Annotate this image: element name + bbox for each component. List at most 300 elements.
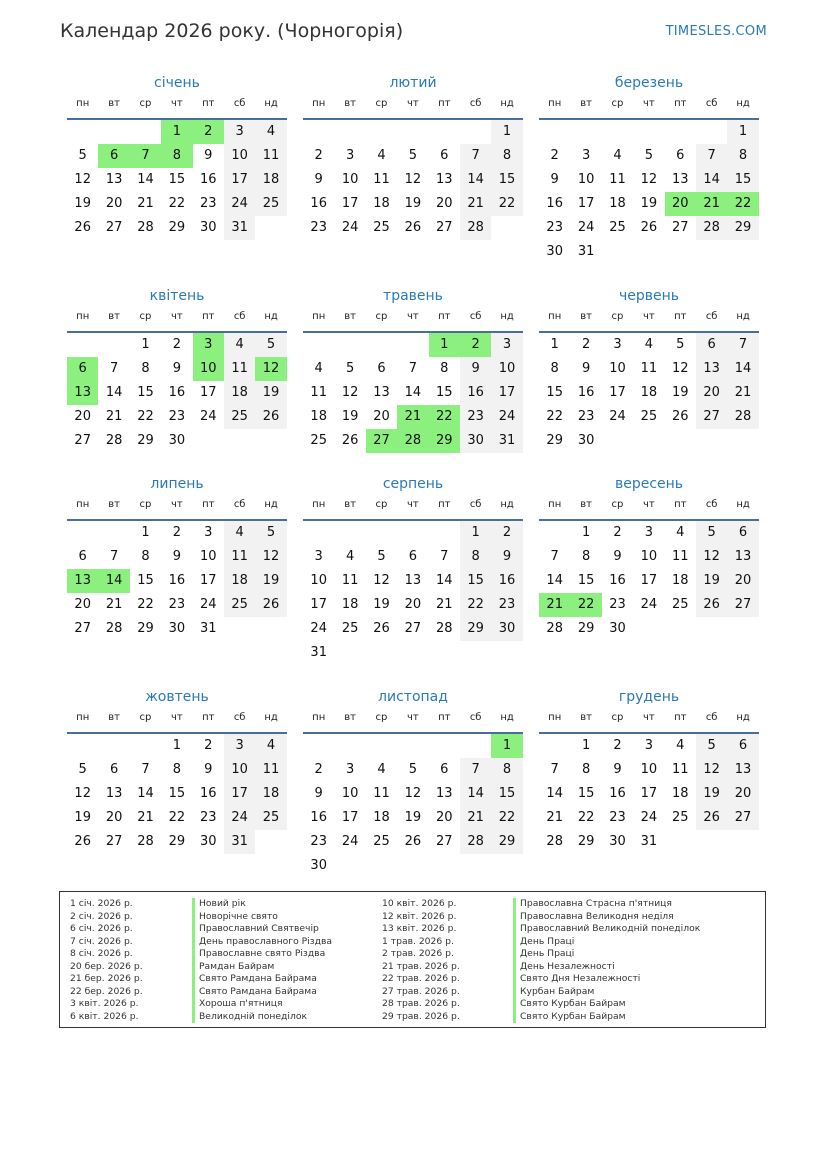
day-cell: 13 (435, 786, 453, 801)
weekday-label: нд (500, 712, 514, 723)
day-cell: 21 (105, 597, 123, 612)
day-cell: 17 (577, 196, 595, 211)
day-cell: 12 (255, 545, 286, 569)
day-cell: 23 (460, 405, 491, 429)
day-cell: 10 (609, 361, 626, 376)
day-cell: 11 (640, 361, 658, 376)
day-cell: 5 (78, 148, 87, 163)
weekday-label: чт (643, 712, 655, 723)
weekday-label: ср (139, 712, 152, 723)
day-grid (303, 734, 523, 878)
day-cell: 29 (460, 617, 491, 641)
empty-cell (334, 120, 365, 144)
day-cell: 14 (460, 168, 491, 192)
day-cell: 6 (109, 762, 119, 777)
day-cell: 26 (255, 593, 286, 617)
weekday-label: пн (76, 98, 90, 109)
month-block (303, 285, 523, 453)
day-cell: 24 (224, 192, 255, 216)
day-cell: 16 (609, 786, 626, 801)
day-cell: 17 (224, 782, 255, 806)
day-cell: 13 (435, 172, 453, 187)
day-cell: 21 (137, 196, 154, 211)
day-cell: 12 (696, 545, 727, 569)
day-cell: 31 (491, 429, 522, 453)
empty-cell (366, 333, 397, 357)
day-cell: 31 (310, 645, 327, 660)
weekday-label: сб (469, 499, 482, 510)
day-cell: 22 (168, 810, 186, 825)
site-logo-link[interactable]: TIMESLES.COM (665, 24, 767, 39)
day-cell: 26 (404, 220, 422, 235)
day-cell: 22 (168, 196, 186, 211)
day-cell: 24 (577, 220, 595, 235)
day-cell: 21 (460, 192, 491, 216)
day-cell: 30 (577, 433, 595, 448)
weekday-label: вт (580, 499, 592, 510)
day-cell: 7 (109, 361, 119, 376)
day-cell: 17 (640, 786, 658, 801)
day-cell: 16 (168, 573, 186, 588)
holiday-day-cell: 21 (539, 593, 570, 617)
day-cell: 3 (224, 734, 255, 758)
day-cell: 24 (310, 621, 327, 636)
weekday-label: ср (611, 712, 624, 723)
holiday-day-cell: 2 (193, 120, 224, 144)
day-cell: 15 (137, 385, 154, 400)
weekday-label: сб (233, 499, 246, 510)
day-cell: 23 (199, 810, 217, 825)
holiday-day-cell: 13 (67, 381, 98, 405)
day-cell: 13 (105, 786, 123, 801)
day-cell: 14 (435, 573, 453, 588)
day-cell: 7 (141, 762, 150, 777)
day-cell: 14 (546, 573, 563, 588)
weekday-label: сб (233, 311, 246, 322)
day-cell: 18 (341, 597, 359, 612)
day-cell: 26 (696, 593, 727, 617)
day-cell: 28 (727, 405, 758, 429)
day-cell: 6 (440, 148, 449, 163)
day-cell: 7 (408, 361, 417, 376)
weekday-label: пт (674, 311, 687, 322)
day-cell: 22 (546, 409, 563, 424)
day-cell: 2 (314, 762, 323, 777)
weekday-header (67, 307, 287, 333)
day-cell: 10 (341, 172, 359, 187)
day-cell: 5 (78, 762, 87, 777)
weekday-label: нд (500, 499, 514, 510)
day-cell: 15 (137, 573, 154, 588)
day-cell: 4 (224, 333, 255, 357)
day-cell: 9 (491, 545, 522, 569)
legend-holiday-name: День Праці (513, 936, 700, 949)
day-cell: 28 (460, 830, 491, 854)
day-cell: 17 (341, 810, 359, 825)
day-cell: 11 (341, 573, 359, 588)
day-cell: 2 (204, 738, 213, 753)
day-cell: 10 (640, 549, 658, 564)
day-cell: 1 (581, 525, 591, 540)
day-cell: 5 (676, 337, 685, 352)
day-cell: 19 (74, 810, 91, 825)
day-cell: 16 (546, 196, 563, 211)
weekday-header (303, 708, 523, 734)
day-cell: 2 (613, 525, 622, 540)
day-cell: 13 (727, 545, 758, 569)
weekday-label: сб (469, 712, 482, 723)
day-cell: 20 (435, 810, 453, 825)
weekday-label: вт (108, 98, 120, 109)
day-cell: 18 (224, 381, 255, 405)
day-cell: 24 (224, 806, 255, 830)
empty-cell (334, 521, 365, 545)
day-cell: 31 (224, 830, 255, 854)
day-cell: 24 (199, 409, 217, 424)
day-cell: 3 (581, 148, 591, 163)
day-cell: 24 (640, 810, 658, 825)
weekday-label: ср (139, 98, 152, 109)
weekday-label: пт (202, 311, 215, 322)
day-cell: 29 (577, 834, 595, 849)
empty-cell (539, 120, 570, 144)
weekday-label: вт (580, 98, 592, 109)
day-cell: 15 (491, 782, 522, 806)
day-cell: 13 (373, 385, 390, 400)
day-cell: 11 (671, 762, 689, 777)
month-block (67, 72, 287, 240)
legend-date: 6 квіт. 2026 р. (70, 1010, 139, 1022)
day-cell: 30 (609, 834, 626, 849)
day-cell: 26 (341, 433, 359, 448)
day-cell: 20 (74, 409, 91, 424)
day-cell: 17 (199, 573, 217, 588)
day-cell: 12 (696, 758, 727, 782)
day-cell: 22 (137, 409, 154, 424)
weekday-label: чт (407, 98, 419, 109)
day-cell: 8 (550, 361, 559, 376)
day-cell: 4 (676, 738, 685, 753)
day-cell: 10 (224, 758, 255, 782)
day-cell: 5 (696, 734, 727, 758)
day-cell: 6 (696, 333, 727, 357)
weekday-label: сб (233, 712, 246, 723)
weekday-label: вт (344, 712, 356, 723)
day-cell: 9 (550, 172, 559, 187)
legend-holiday-name: Православний Святвечір (192, 923, 332, 936)
day-cell: 26 (696, 806, 727, 830)
day-cell: 28 (137, 220, 154, 235)
day-cell: 6 (408, 549, 417, 564)
day-cell: 29 (137, 433, 154, 448)
day-cell: 4 (255, 120, 286, 144)
legend-holiday-name: Свято Рамдана Байрама (192, 973, 332, 986)
day-cell: 18 (310, 409, 327, 424)
day-cell: 26 (74, 834, 91, 849)
day-cell: 21 (727, 381, 758, 405)
day-cell: 28 (137, 834, 154, 849)
holiday-day-cell: 13 (67, 569, 98, 593)
day-cell: 14 (404, 385, 422, 400)
day-grid (67, 734, 287, 854)
day-cell: 9 (172, 361, 181, 376)
day-cell: 20 (105, 196, 123, 211)
weekday-label: сб (469, 311, 482, 322)
empty-cell (429, 734, 460, 758)
day-cell: 23 (609, 597, 626, 612)
day-cell: 14 (696, 168, 727, 192)
legend-date: 21 трав. 2026 р. (382, 960, 460, 972)
holiday-day-cell: 29 (429, 429, 460, 453)
legend-holiday-name: День Праці (513, 948, 700, 961)
day-cell: 29 (491, 830, 522, 854)
day-cell: 28 (546, 834, 563, 849)
month-name: травень (383, 288, 443, 304)
day-cell: 18 (255, 782, 286, 806)
day-cell: 27 (105, 220, 123, 235)
day-cell: 12 (404, 786, 422, 801)
day-cell: 18 (255, 168, 286, 192)
day-cell: 17 (491, 381, 522, 405)
day-cell: 23 (609, 810, 626, 825)
day-cell: 9 (613, 762, 622, 777)
day-cell: 23 (491, 593, 522, 617)
empty-cell (366, 521, 397, 545)
day-cell: 10 (491, 357, 522, 381)
weekday-label: сб (469, 98, 482, 109)
day-cell: 1 (141, 525, 150, 540)
legend-date: 8 січ. 2026 р. (70, 948, 133, 959)
day-cell: 15 (577, 573, 595, 588)
day-cell: 17 (341, 196, 359, 211)
holiday-day-cell: 1 (429, 333, 460, 357)
empty-cell (539, 734, 570, 758)
day-cell: 12 (74, 786, 91, 801)
legend-holiday-name: Новорічне свято (192, 911, 332, 924)
day-cell: 8 (581, 762, 591, 777)
day-cell: 21 (546, 810, 563, 825)
day-cell: 26 (671, 409, 689, 424)
empty-cell (429, 120, 460, 144)
day-cell: 16 (577, 385, 595, 400)
month-block (539, 473, 759, 641)
legend-holiday-name: День Незалежності (513, 961, 700, 974)
day-cell: 24 (199, 597, 217, 612)
weekday-label: пн (548, 311, 562, 322)
weekday-label: ср (375, 98, 388, 109)
day-cell: 16 (460, 381, 491, 405)
day-cell: 14 (137, 786, 154, 801)
day-cell: 16 (310, 810, 327, 825)
day-cell: 15 (168, 786, 186, 801)
weekday-label: ср (139, 499, 152, 510)
day-cell: 6 (727, 734, 758, 758)
day-cell: 4 (314, 361, 323, 376)
day-cell: 18 (224, 569, 255, 593)
weekday-label: чт (171, 712, 183, 723)
weekday-label: пт (438, 311, 451, 322)
weekday-label: ср (611, 98, 624, 109)
day-cell: 21 (137, 810, 154, 825)
legend-date: 1 січ. 2026 р. (70, 898, 133, 909)
day-cell: 8 (727, 144, 758, 168)
day-cell: 10 (310, 573, 327, 588)
day-cell: 31 (640, 834, 658, 849)
day-cell: 4 (676, 525, 685, 540)
day-cell: 27 (105, 834, 123, 849)
day-cell: 9 (314, 172, 323, 187)
weekday-label: пт (438, 499, 451, 510)
holiday-day-cell: 10 (193, 357, 224, 381)
day-cell: 29 (546, 433, 563, 448)
weekday-label: сб (233, 98, 246, 109)
weekday-label: чт (171, 311, 183, 322)
day-cell: 27 (74, 433, 91, 448)
day-cell: 22 (491, 192, 522, 216)
weekday-label: сб (705, 98, 718, 109)
legend-holiday-name: Православне свято Різдва (192, 948, 332, 961)
weekday-label: вт (108, 311, 120, 322)
day-cell: 7 (460, 758, 491, 782)
month-name: вересень (614, 476, 684, 492)
day-cell: 27 (74, 621, 91, 636)
page-title: Календар 2026 року. (Чорногорія) (60, 20, 404, 42)
empty-cell (98, 521, 129, 545)
weekday-label: нд (264, 712, 278, 723)
empty-cell (539, 521, 570, 545)
day-cell: 18 (671, 786, 689, 801)
weekday-label: вт (108, 499, 120, 510)
day-cell: 15 (727, 168, 758, 192)
day-grid (67, 333, 287, 453)
weekday-label: пн (312, 712, 326, 723)
weekday-label: чт (171, 98, 183, 109)
weekday-label: пт (202, 712, 215, 723)
legend-date: 1 трав. 2026 р. (382, 935, 454, 947)
legend-holiday-name: Свято Курбан Байрам (513, 1011, 700, 1024)
weekday-header (539, 495, 759, 521)
weekday-label: чт (643, 98, 655, 109)
month-block (539, 285, 759, 453)
day-cell: 19 (640, 196, 658, 211)
weekday-label: вт (344, 311, 356, 322)
day-cell: 9 (314, 786, 323, 801)
day-cell: 25 (609, 220, 626, 235)
day-cell: 28 (105, 433, 123, 448)
day-grid (67, 521, 287, 641)
day-cell: 3 (644, 525, 653, 540)
day-cell: 23 (577, 409, 595, 424)
month-name: січень (154, 75, 200, 91)
day-cell: 22 (577, 810, 595, 825)
day-cell: 20 (404, 597, 422, 612)
day-cell: 23 (168, 409, 186, 424)
day-cell: 5 (345, 361, 355, 376)
weekday-header (303, 495, 523, 521)
day-grid (539, 734, 759, 854)
day-cell: 28 (435, 621, 453, 636)
empty-cell (397, 120, 428, 144)
day-cell: 17 (199, 385, 217, 400)
day-cell: 8 (172, 762, 181, 777)
day-cell: 6 (377, 361, 386, 376)
legend-dates-col-1 (70, 898, 143, 1023)
day-cell: 16 (199, 786, 217, 801)
day-cell: 9 (172, 549, 181, 564)
day-grid (539, 120, 759, 264)
day-cell: 30 (199, 834, 217, 849)
day-cell: 4 (224, 521, 255, 545)
day-cell: 20 (696, 381, 727, 405)
day-cell: 20 (727, 569, 758, 593)
day-cell: 29 (168, 220, 186, 235)
day-cell: 7 (727, 333, 758, 357)
empty-cell (98, 333, 129, 357)
day-cell: 15 (435, 385, 453, 400)
month-name: березень (614, 75, 684, 91)
day-cell: 6 (440, 762, 449, 777)
weekday-label: вт (580, 712, 592, 723)
day-cell: 30 (491, 617, 522, 641)
day-cell: 15 (577, 786, 595, 801)
holiday-day-cell: 21 (397, 405, 428, 429)
day-cell: 20 (373, 409, 390, 424)
weekday-label: пн (548, 98, 562, 109)
month-name: червень (618, 288, 680, 304)
day-cell: 17 (310, 597, 327, 612)
empty-cell (366, 734, 397, 758)
day-cell: 10 (341, 786, 359, 801)
legend-date: 10 квіт. 2026 р. (382, 898, 457, 909)
day-cell: 30 (168, 433, 186, 448)
day-cell: 19 (671, 385, 689, 400)
day-cell: 28 (546, 621, 563, 636)
day-cell: 29 (577, 621, 595, 636)
day-cell: 12 (404, 172, 422, 187)
day-cell: 19 (404, 196, 422, 211)
day-cell: 2 (581, 337, 591, 352)
day-cell: 11 (255, 758, 286, 782)
weekday-header (539, 307, 759, 333)
empty-cell (130, 120, 161, 144)
weekday-label: пн (548, 712, 562, 723)
day-cell: 11 (609, 172, 626, 187)
day-cell: 22 (460, 593, 491, 617)
empty-cell (397, 734, 428, 758)
day-cell: 31 (224, 216, 255, 240)
weekday-label: пт (438, 712, 451, 723)
day-cell: 25 (224, 593, 255, 617)
weekday-label: пн (312, 499, 326, 510)
weekday-label: пт (202, 98, 215, 109)
day-cell: 30 (310, 858, 327, 873)
day-cell: 3 (345, 148, 355, 163)
day-cell: 5 (696, 521, 727, 545)
day-cell: 26 (404, 834, 422, 849)
legend-date: 27 трав. 2026 р. (382, 985, 460, 997)
day-cell: 29 (137, 621, 154, 636)
day-cell: 16 (168, 385, 186, 400)
weekday-label: ср (375, 712, 388, 723)
legend-date: 2 трав. 2026 р. (382, 948, 454, 959)
weekday-label: нд (736, 98, 750, 109)
empty-cell (303, 734, 334, 758)
legend-date: 13 квіт. 2026 р. (382, 923, 457, 934)
day-cell: 28 (105, 621, 123, 636)
day-cell: 11 (671, 549, 689, 564)
day-cell: 29 (168, 834, 186, 849)
day-cell: 4 (644, 337, 653, 352)
